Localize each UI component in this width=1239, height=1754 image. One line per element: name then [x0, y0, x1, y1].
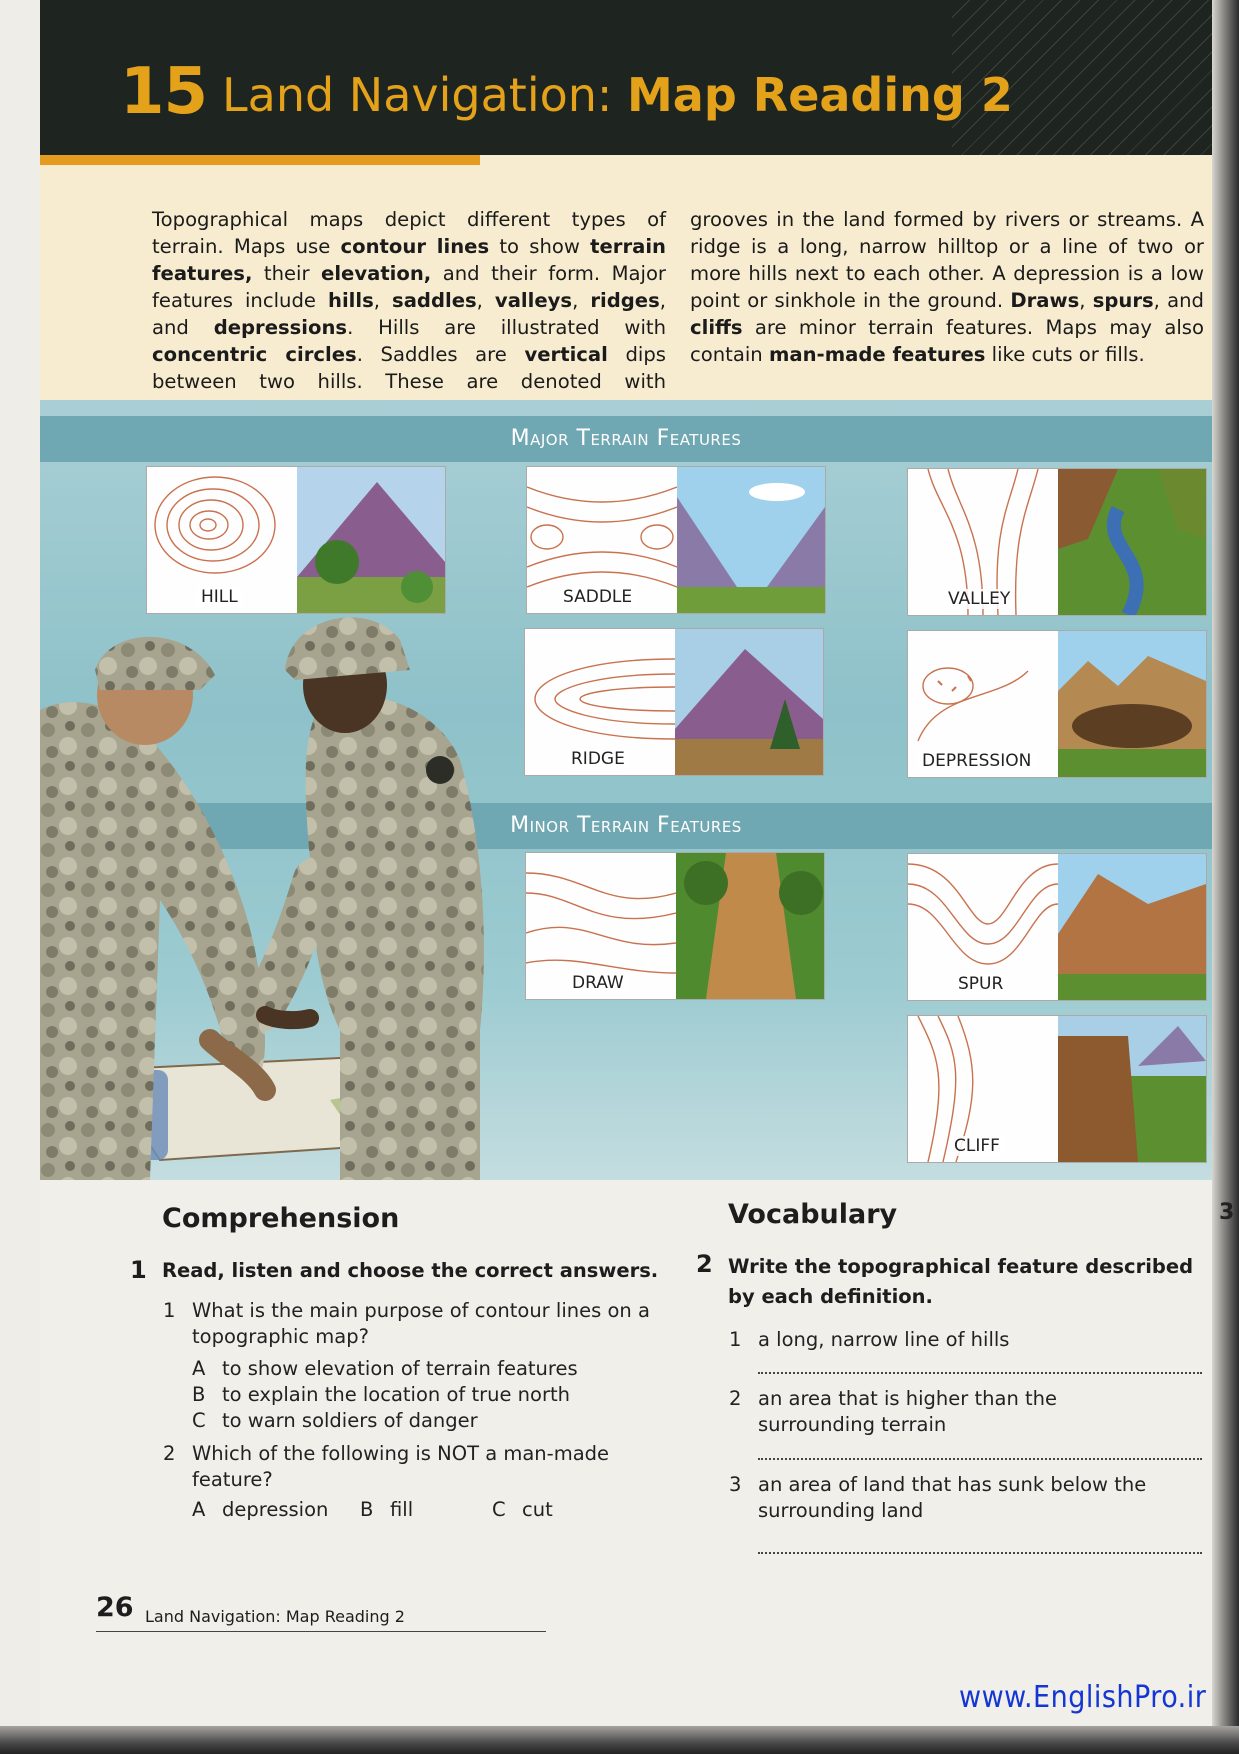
comprehension-instruction: Read, listen and choose the correct answers.	[162, 1259, 659, 1282]
ridge-contour-map	[525, 629, 675, 775]
vocab-item-1-answer-line[interactable]	[758, 1372, 1202, 1374]
depression-scene	[1058, 631, 1206, 777]
question-1-option-b[interactable]: to explain the location of true north	[222, 1383, 570, 1406]
footer-title: Land Navigation: Map Reading 2	[145, 1607, 405, 1626]
question-2-option-b-letter: B	[360, 1498, 374, 1521]
page-bottom-shadow	[0, 1726, 1239, 1754]
comprehension-heading: Comprehension	[162, 1203, 400, 1234]
hill-contour-map	[147, 467, 297, 613]
soldiers-reading-map-photo	[40, 600, 560, 1180]
facing-page-number: 3	[1219, 1200, 1235, 1225]
vocab-item-2-number: 2	[729, 1387, 742, 1410]
spur-contour-map	[908, 854, 1058, 1000]
vocabulary-instruction: Write the topographical feature described by each definition.	[728, 1255, 1194, 1308]
question-2-option-a[interactable]: depression	[222, 1498, 329, 1521]
valley-illustration	[1058, 469, 1206, 615]
feature-card-spur	[907, 853, 1207, 1001]
valley-label: VALLEY	[944, 589, 1014, 609]
valley-contour-map	[908, 469, 1058, 615]
vocab-item-1-text: a long, narrow line of hills	[758, 1328, 1010, 1351]
vocab-item-2-answer-line[interactable]	[758, 1458, 1202, 1460]
intro-text-left: Topographical maps depict different types of terrain. Maps use contour lines to show terrain features, their elevation, and their form. Major features include hills, saddles, valleys, ridges, and depressions. Hills are illustrated with concentric circles. Saddles are vertical dips between two hills. These are denoted with	[152, 208, 666, 393]
depression-contour-map	[908, 631, 1058, 777]
question-1-text: What is the main purpose of contour lines on a topographic map?	[192, 1299, 650, 1348]
cliff-illustration	[1058, 1016, 1206, 1162]
unit-number: 15	[120, 55, 208, 129]
vocab-item-2-text: an area that is higher than the surrounding terrain	[758, 1387, 1058, 1436]
vocab-item-3-answer-line[interactable]	[758, 1552, 1202, 1554]
saddle-scene	[677, 467, 825, 613]
question-1-option-c[interactable]: to warn soldiers of danger	[222, 1409, 478, 1432]
saddle-contour-map	[527, 467, 677, 613]
depression-label: DEPRESSION	[918, 751, 1035, 771]
unit-header	[40, 0, 1212, 155]
ridge-scene	[675, 629, 823, 775]
vocabulary-number: 2	[696, 1250, 713, 1278]
question-2-number: 2	[163, 1442, 176, 1465]
major-features-title: Major Terrain Features	[510, 426, 742, 451]
draw-scene	[676, 853, 824, 999]
unit-title-bold: Map Reading 2	[627, 68, 1013, 122]
comprehension-number: 1	[130, 1256, 147, 1284]
intro-text-right: grooves in the land formed by rivers or streams. A ridge is a long, narrow hilltop or a line of two or more hills next to each other. A depression is a low point or sinkhole in the ground. Draws, spurs, and cliffs are minor terrain features. Maps may also contain man-made features like cuts or fills.	[690, 208, 1204, 366]
page-spine-shadow	[1212, 0, 1239, 1754]
feature-card-draw	[525, 852, 825, 1000]
draw-illustration	[676, 853, 824, 999]
question-1-option-a[interactable]: to show elevation of terrain features	[222, 1357, 578, 1380]
question-2-option-b[interactable]: fill	[390, 1498, 414, 1521]
ridge-illustration	[675, 629, 823, 775]
hill-scene	[297, 467, 445, 613]
valley-scene	[1058, 469, 1206, 615]
question-1-number: 1	[163, 1299, 176, 1322]
question-1-option-a-letter: A	[192, 1357, 206, 1380]
vocab-item-3-text: an area of land that has sunk below the surrounding land	[758, 1473, 1147, 1522]
spur-scene	[1058, 854, 1206, 1000]
feature-card-ridge	[524, 628, 824, 776]
cliff-contour-map	[908, 1016, 1058, 1162]
feature-card-valley	[907, 468, 1207, 616]
feature-card-saddle	[526, 466, 826, 614]
footer-rule	[96, 1631, 546, 1632]
question-1-option-c-letter: C	[192, 1409, 206, 1432]
feature-card-depression	[907, 630, 1207, 778]
major-features-band	[40, 416, 1212, 462]
draw-label: DRAW	[568, 973, 628, 993]
question-2-option-c[interactable]: cut	[522, 1498, 553, 1521]
cliff-label: CLIFF	[950, 1136, 1004, 1156]
spur-illustration	[1058, 854, 1206, 1000]
depression-illustration	[1058, 631, 1206, 777]
unit-title	[222, 68, 1013, 122]
question-2-option-a-letter: A	[192, 1498, 206, 1521]
draw-contour-map	[526, 853, 676, 999]
unit-title-regular: Land Navigation:	[222, 68, 628, 122]
page-number: 26	[96, 1592, 134, 1623]
orange-accent-bar	[40, 155, 480, 165]
feature-card-hill	[146, 466, 446, 614]
ridge-label: RIDGE	[567, 749, 629, 769]
question-1-option-b-letter: B	[192, 1383, 206, 1406]
minor-features-title: Minor Terrain Features	[510, 813, 742, 838]
hill-label: HILL	[197, 587, 242, 607]
question-2-option-c-letter: C	[492, 1498, 506, 1521]
vocab-item-1-number: 1	[729, 1328, 742, 1351]
hill-illustration	[297, 467, 445, 613]
watermark-link[interactable]: www.EnglishPro.ir	[959, 1680, 1207, 1715]
vocab-item-3-number: 3	[729, 1473, 742, 1496]
spur-label: SPUR	[954, 974, 1007, 994]
saddle-label: SADDLE	[559, 587, 636, 607]
question-2-text: Which of the following is NOT a man-made feature?	[192, 1442, 610, 1491]
cliff-scene	[1058, 1016, 1206, 1162]
feature-card-cliff	[907, 1015, 1207, 1163]
vocabulary-heading: Vocabulary	[728, 1199, 898, 1230]
saddle-illustration	[677, 467, 825, 613]
